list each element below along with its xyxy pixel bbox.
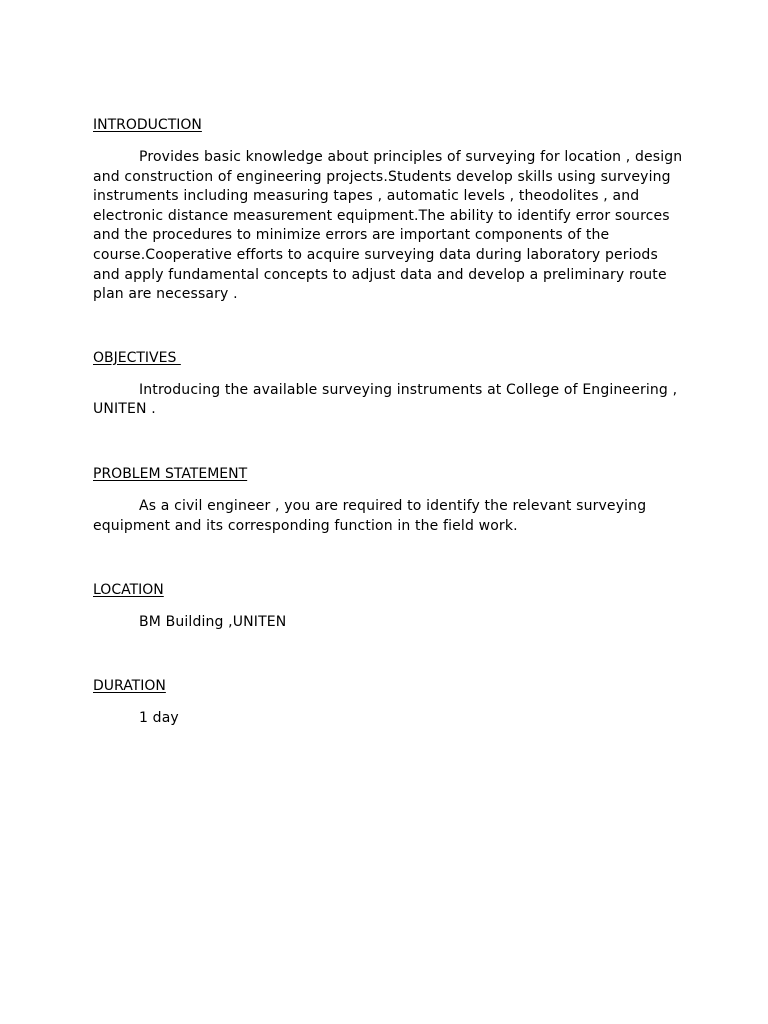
document-content [93, 116, 683, 728]
problem-statement-text: As a civil engineer , you are required to identify the relevant surveying equipment and its corresponding function in the field work. [93, 497, 647, 534]
duration-text: 1 day [139, 709, 179, 726]
objectives-heading: OBJECTIVES [93, 349, 181, 366]
objectives-text: Introducing the available surveying instruments at College of Engineering , UNITEN . [93, 381, 678, 418]
section-problem-statement [93, 465, 683, 536]
section-location [93, 581, 683, 633]
section-introduction [93, 116, 683, 305]
spacer [93, 305, 683, 349]
spacer [93, 536, 683, 581]
section-duration [93, 677, 683, 729]
location-heading: LOCATION [93, 582, 164, 599]
problem-statement-heading: PROBLEM STATEMENT [93, 465, 248, 482]
duration-heading: DURATION [93, 677, 166, 694]
introduction-text: Provides basic knowledge about principles of surveying for location , design and construction of engineering projects.Students develop skills using surveying instruments including measuring tapes , automatic levels , theodolites , and electronic distance measurement equipment.The ability to identify error sources and the procedures to minimize errors are important components of the course.Cooperative efforts to acquire surveying data during laboratory periods and apply fundamental concepts to adjust data and develop a preliminary route plan are necessary . [93, 149, 683, 303]
spacer [93, 420, 683, 465]
location-text: BM Building ,UNITEN [139, 614, 287, 631]
section-objectives [93, 349, 683, 420]
spacer [93, 633, 683, 677]
introduction-heading: INTRODUCTION [93, 117, 202, 133]
